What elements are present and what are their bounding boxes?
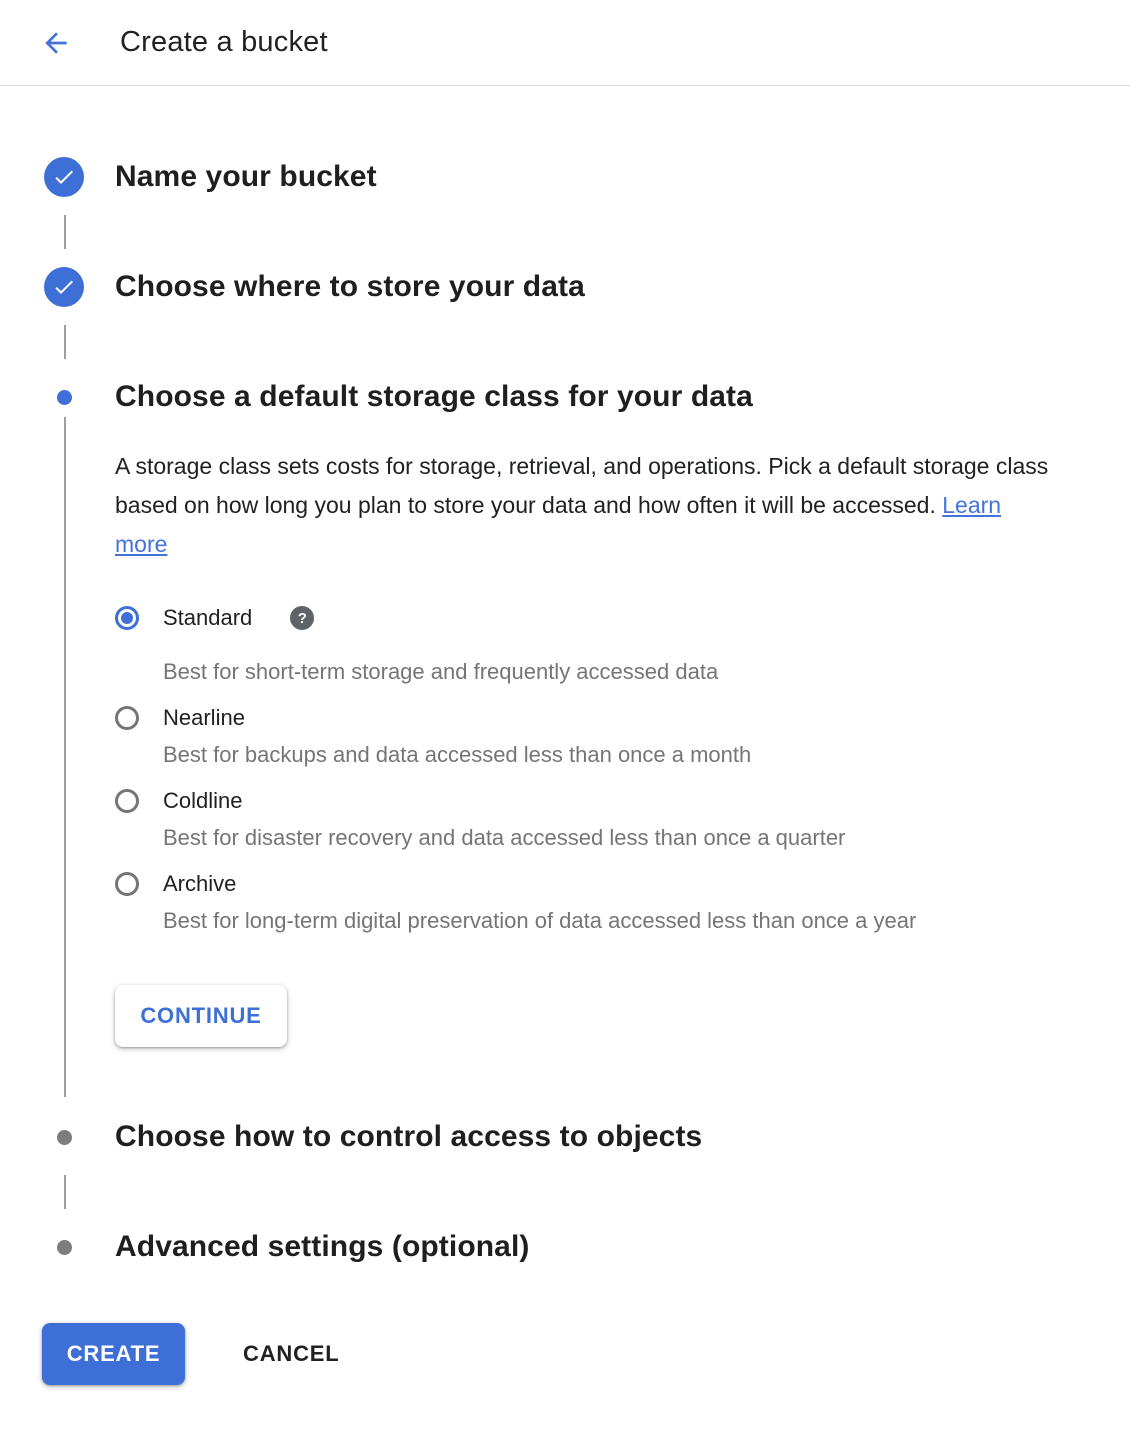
radio-row-nearline [115,704,1130,732]
step-4-icon-box [44,1117,84,1157]
radio-row-archive [115,870,1130,898]
radio-standard-label[interactable]: Standard [163,605,253,630]
step-5-icon-box [44,1227,84,1267]
back-button[interactable] [38,25,74,61]
step-3-icon-box [44,377,84,417]
step-connector [64,1175,66,1209]
step-completed-check-icon [44,267,84,307]
radio-standard-description: Best for short-term storage and frequently accessed data [163,659,719,684]
step-choose-storage-class[interactable] [44,377,1130,417]
create-button[interactable]: CREATE [42,1323,185,1385]
header [0,0,1130,86]
radio-row-standard [115,604,1130,632]
step-control-access [44,1117,1130,1157]
radio-archive[interactable] [115,872,139,896]
step-name-your-bucket[interactable] [44,157,1130,197]
help-icon[interactable]: ? [290,606,314,630]
radio-coldline[interactable] [115,789,139,813]
step-choose-where-to-store[interactable] [44,267,1130,307]
storage-class-step-content [64,417,1130,1097]
step-connector [64,215,66,249]
step-5-title: Advanced settings (optional) [115,1230,530,1263]
storage-class-radio-group [115,604,1130,935]
radio-coldline-description: Best for disaster recovery and data accessed less than once a quarter [163,825,846,850]
radio-row-coldline [115,787,1130,815]
step-1-title: Name your bucket [115,160,377,193]
pending-step-dot-icon [57,1240,72,1255]
radio-archive-label[interactable]: Archive [163,871,237,896]
step-3-title: Choose a default storage class for your data [115,380,753,413]
radio-archive-description: Best for long-term digital preservation of data accessed less than once a year [163,908,917,933]
radio-standard[interactable] [115,606,139,630]
learn-more-link[interactable]: Learn more [115,492,1002,557]
radio-nearline[interactable] [115,706,139,730]
step-completed-check-icon [44,157,84,197]
radio-nearline-description: Best for backups and data accessed less than once a month [163,742,752,767]
pending-step-dot-icon [57,1130,72,1145]
step-advanced-settings [44,1227,1130,1267]
active-step-dot-icon [57,390,72,405]
step-2-icon-box [44,267,84,307]
form-actions [42,1323,1130,1385]
step-connector [64,325,66,359]
step-1-icon-box [44,157,84,197]
storage-class-description [115,447,1055,564]
create-bucket-stepper [0,86,1130,1267]
arrow-back-icon [40,27,72,59]
page-title: Create a bucket [120,26,328,58]
step-4-title: Choose how to control access to objects [115,1120,703,1153]
radio-selected-dot [121,612,133,624]
radio-coldline-label[interactable]: Coldline [163,788,243,813]
storage-class-description-text: A storage class sets costs for storage, retrieval, and operations. Pick a default storage class based on how long you plan to store your data and how often it will be accessed. [115,453,1049,518]
step-2-title: Choose where to store your data [115,270,585,303]
radio-nearline-label[interactable]: Nearline [163,705,245,730]
continue-button[interactable]: CONTINUE [115,985,287,1047]
cancel-button[interactable]: CANCEL [233,1333,349,1375]
